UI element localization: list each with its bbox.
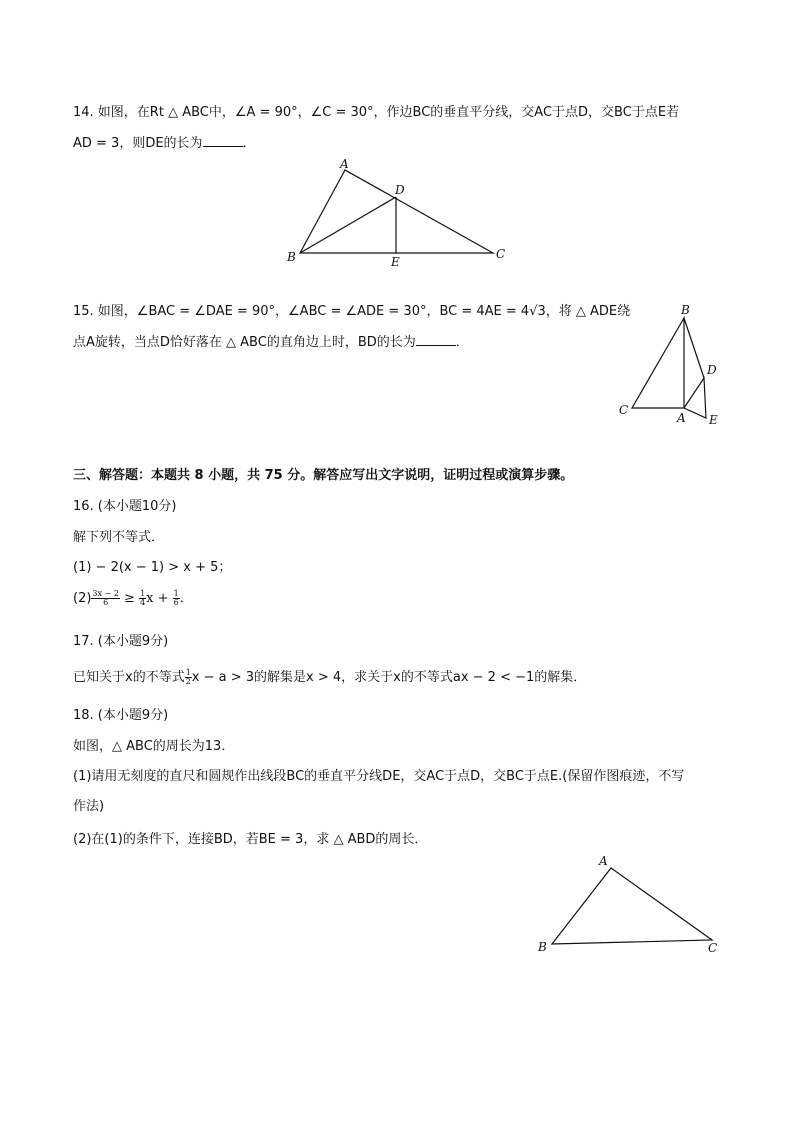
q18-line4: (2)在(1)的条件下，连接BD，若BE = 3，求 △ ABD的周长．: [73, 832, 428, 847]
q16-part2: (2) $\frac{3x - 2}{6}$ ≥ $\frac{1}{4}$ x + $\frac{1}{6}$ ．: [73, 589, 193, 607]
label-d: D: [707, 363, 717, 377]
q14-line2-text: AD = 3，则DE的长为: [73, 136, 203, 151]
q15-line1: 15. 如图，∠BAC = ∠DAE = 90°，∠ABC = ∠ADE = 30°，BC = 4AE = 4√3，将 △ ADE绕: [73, 304, 631, 319]
q14-line1: 14. 如图，在Rt △ ABC中，∠A = 90°，∠C = 30°，作边BC的垂直平分线，交AC于点D，交BC于点E若: [73, 105, 680, 120]
q18-line2: (1)请用无刻度的直尺和圆规作出线段BC的垂直平分线DE，交AC于点D，交BC于点E.(保留作图痕迹，不写: [73, 769, 685, 784]
label-b: B: [538, 940, 547, 954]
q16-part1: (1) − 2(x − 1) > x + 5；: [73, 560, 232, 575]
label-a: A: [599, 854, 608, 868]
label-c: C: [496, 247, 506, 261]
fraction: $\frac{1}{4}$: [140, 589, 146, 607]
label-b: B: [681, 303, 690, 317]
q14-line2-end: ．: [242, 136, 256, 151]
q15-line2-end: ．: [455, 335, 469, 350]
label-e: E: [709, 413, 718, 427]
fraction: $\frac{3x - 2}{6}$: [92, 589, 119, 607]
label-e: E: [391, 255, 400, 269]
q18-line3: 作法): [73, 799, 105, 814]
q17-title: 17. (本小题9分): [73, 634, 169, 649]
q16-part2-label: (2): [73, 591, 92, 606]
q18-title: 18. (本小题9分): [73, 708, 169, 723]
label-d: D: [395, 183, 405, 197]
q16-title: 16. (本小题10分): [73, 499, 177, 514]
label-a: A: [677, 411, 686, 425]
label-b: B: [287, 250, 296, 264]
q16-prompt: 解下列不等式．: [73, 530, 165, 545]
triangle-abc: [552, 868, 712, 944]
label-c: C: [619, 403, 629, 417]
label-c: C: [708, 941, 718, 955]
section-header: 三、解答题：本题共 8 小题，共 75 分。解答应写出文字说明，证明过程或演算步骤。: [73, 468, 574, 483]
q18-line1: 如图，△ ABC的周长为13．: [73, 739, 235, 754]
label-a: A: [340, 157, 349, 171]
q15-line2-text: 点A旋转，当点D恰好落在 △ ABC的直角边上时，BD的长为: [73, 335, 416, 350]
q17-text: 已知关于x的不等式 $\frac{1}{2}$ x − a > 3的解集是x > 4，求关于x的不等式ax − 2 < −1的解集．: [73, 668, 587, 686]
fraction: $\frac{1}{2}$: [185, 668, 191, 686]
fraction: $\frac{1}{6}$: [173, 589, 179, 607]
